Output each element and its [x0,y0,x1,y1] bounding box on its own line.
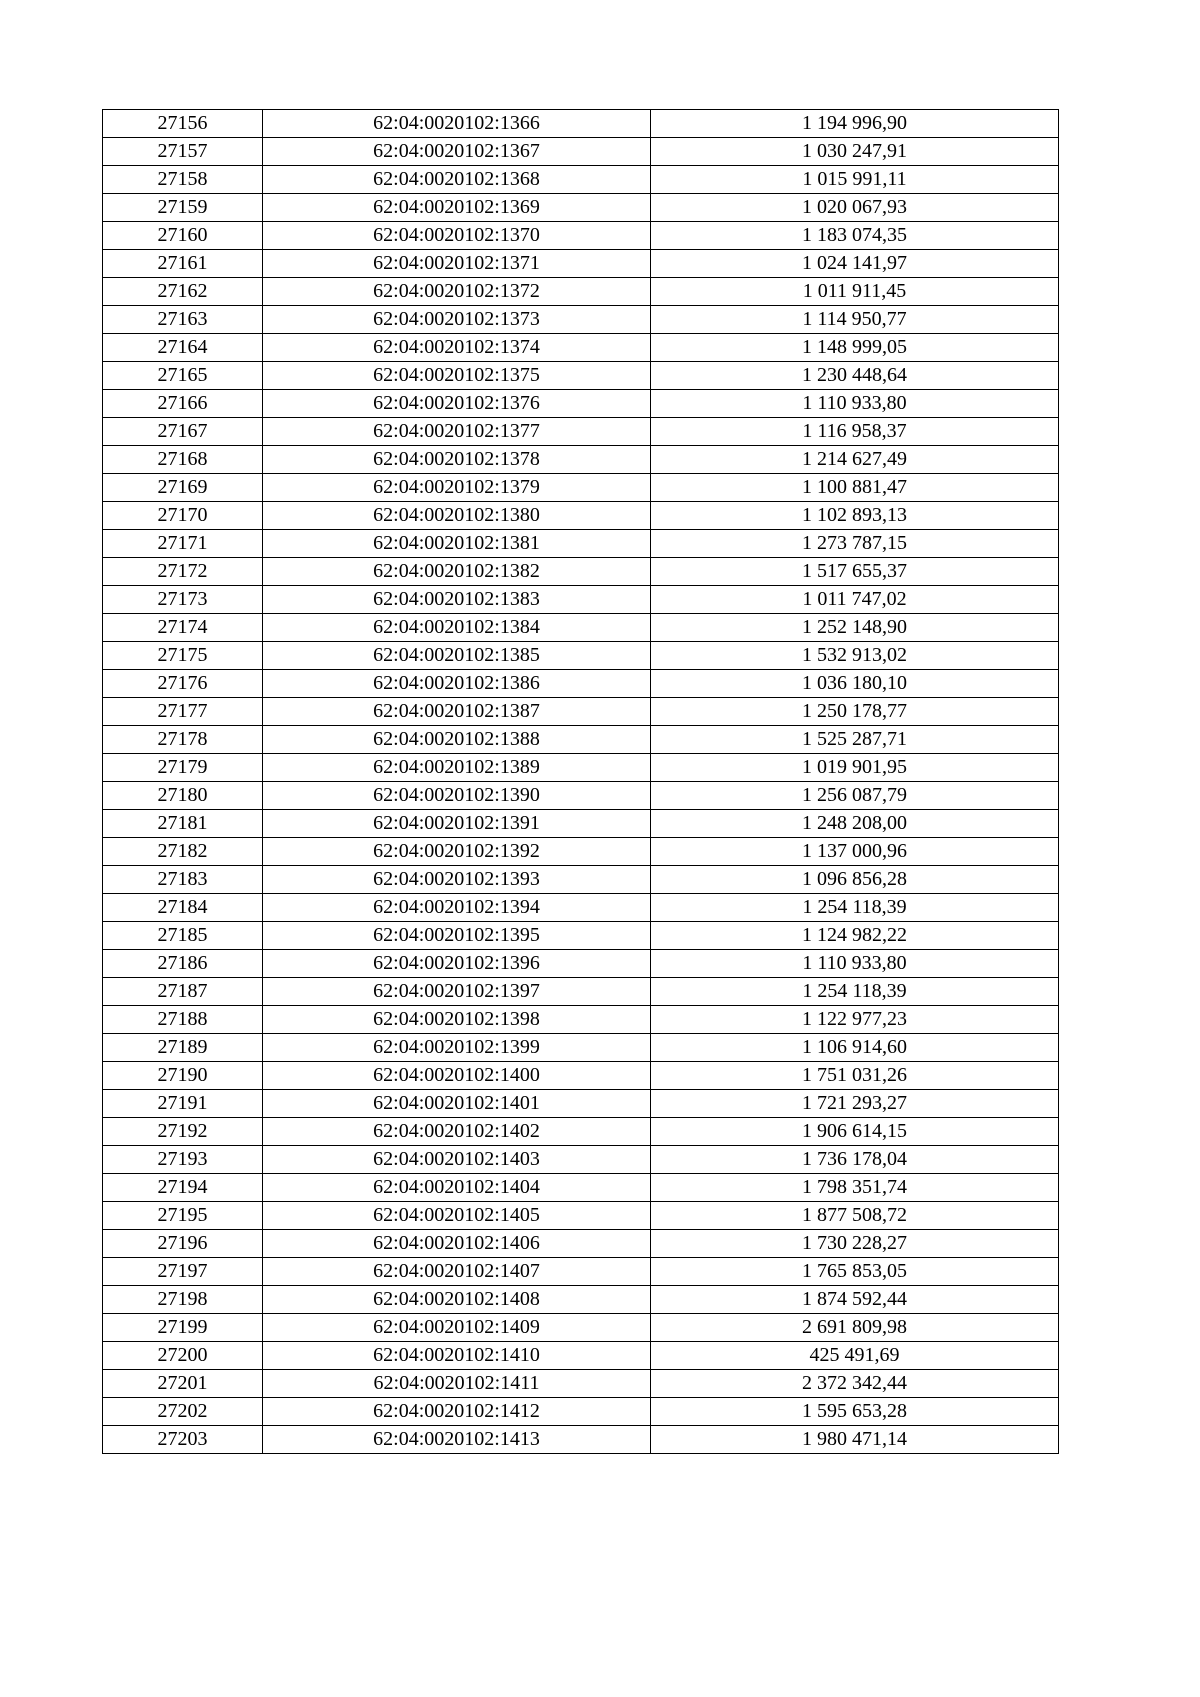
cadastral-number-cell: 62:04:0020102:1402 [263,1118,651,1146]
cadastral-number-cell: 62:04:0020102:1366 [263,110,651,138]
table-row [103,922,1059,950]
table-row [103,1398,1059,1426]
value-cell: 1 906 614,15 [651,1118,1059,1146]
value-cell: 1 011 911,45 [651,278,1059,306]
row-number-cell: 27158 [103,166,263,194]
cadastral-number-cell: 62:04:0020102:1394 [263,894,651,922]
row-number-cell: 27168 [103,446,263,474]
cadastral-number-cell: 62:04:0020102:1400 [263,1062,651,1090]
row-number-cell: 27203 [103,1426,263,1454]
table-body [103,110,1059,1454]
table-row [103,250,1059,278]
cadastral-number-cell: 62:04:0020102:1392 [263,838,651,866]
row-number-cell: 27174 [103,614,263,642]
table-row [103,558,1059,586]
value-cell: 1 230 448,64 [651,362,1059,390]
valuation-table [102,109,1059,1454]
value-cell: 1 110 933,80 [651,390,1059,418]
value-cell: 1 751 031,26 [651,1062,1059,1090]
table-row [103,278,1059,306]
value-cell: 1 148 999,05 [651,334,1059,362]
row-number-cell: 27193 [103,1146,263,1174]
row-number-cell: 27195 [103,1202,263,1230]
cadastral-number-cell: 62:04:0020102:1377 [263,418,651,446]
cadastral-number-cell: 62:04:0020102:1376 [263,390,651,418]
table-row [103,1006,1059,1034]
row-number-cell: 27188 [103,1006,263,1034]
value-cell: 1 030 247,91 [651,138,1059,166]
row-number-cell: 27183 [103,866,263,894]
row-number-cell: 27159 [103,194,263,222]
table-row [103,894,1059,922]
row-number-cell: 27191 [103,1090,263,1118]
cadastral-number-cell: 62:04:0020102:1368 [263,166,651,194]
row-number-cell: 27181 [103,810,263,838]
value-cell: 1 124 982,22 [651,922,1059,950]
cadastral-number-cell: 62:04:0020102:1395 [263,922,651,950]
table-row [103,1230,1059,1258]
value-cell: 1 980 471,14 [651,1426,1059,1454]
cadastral-number-cell: 62:04:0020102:1372 [263,278,651,306]
cadastral-number-cell: 62:04:0020102:1398 [263,1006,651,1034]
row-number-cell: 27157 [103,138,263,166]
table-row [103,1090,1059,1118]
value-cell: 1 019 901,95 [651,754,1059,782]
table-row [103,474,1059,502]
row-number-cell: 27198 [103,1286,263,1314]
value-cell: 1 765 853,05 [651,1258,1059,1286]
cadastral-number-cell: 62:04:0020102:1399 [263,1034,651,1062]
cadastral-number-cell: 62:04:0020102:1403 [263,1146,651,1174]
table-row [103,1286,1059,1314]
table-row [103,222,1059,250]
row-number-cell: 27190 [103,1062,263,1090]
table-row [103,166,1059,194]
table-row [103,1062,1059,1090]
row-number-cell: 27164 [103,334,263,362]
value-cell: 2 691 809,98 [651,1314,1059,1342]
table-row [103,390,1059,418]
table-row [103,698,1059,726]
cadastral-number-cell: 62:04:0020102:1375 [263,362,651,390]
row-number-cell: 27186 [103,950,263,978]
value-cell: 1 183 074,35 [651,222,1059,250]
table-row [103,670,1059,698]
row-number-cell: 27180 [103,782,263,810]
cadastral-number-cell: 62:04:0020102:1371 [263,250,651,278]
table-row [103,726,1059,754]
value-cell: 1 254 118,39 [651,978,1059,1006]
table-row [103,1202,1059,1230]
value-cell: 2 372 342,44 [651,1370,1059,1398]
table-row [103,446,1059,474]
table-row [103,1118,1059,1146]
value-cell: 1 024 141,97 [651,250,1059,278]
value-cell: 1 114 950,77 [651,306,1059,334]
row-number-cell: 27187 [103,978,263,1006]
cadastral-number-cell: 62:04:0020102:1391 [263,810,651,838]
row-number-cell: 27179 [103,754,263,782]
row-number-cell: 27163 [103,306,263,334]
value-cell: 1 721 293,27 [651,1090,1059,1118]
row-number-cell: 27169 [103,474,263,502]
cadastral-number-cell: 62:04:0020102:1404 [263,1174,651,1202]
table-row [103,138,1059,166]
row-number-cell: 27184 [103,894,263,922]
cadastral-number-cell: 62:04:0020102:1407 [263,1258,651,1286]
value-cell: 1 256 087,79 [651,782,1059,810]
row-number-cell: 27172 [103,558,263,586]
table-row [103,642,1059,670]
row-number-cell: 27176 [103,670,263,698]
value-cell: 1 106 914,60 [651,1034,1059,1062]
value-cell: 1 102 893,13 [651,502,1059,530]
table-row [103,502,1059,530]
value-cell: 1 116 958,37 [651,418,1059,446]
row-number-cell: 27178 [103,726,263,754]
cadastral-number-cell: 62:04:0020102:1381 [263,530,651,558]
table-row [103,754,1059,782]
row-number-cell: 27167 [103,418,263,446]
cadastral-number-cell: 62:04:0020102:1374 [263,334,651,362]
value-cell: 1 525 287,71 [651,726,1059,754]
cadastral-number-cell: 62:04:0020102:1405 [263,1202,651,1230]
table-row [103,810,1059,838]
cadastral-number-cell: 62:04:0020102:1369 [263,194,651,222]
cadastral-number-cell: 62:04:0020102:1382 [263,558,651,586]
value-cell: 1 137 000,96 [651,838,1059,866]
row-number-cell: 27202 [103,1398,263,1426]
table-row [103,1146,1059,1174]
cadastral-number-cell: 62:04:0020102:1378 [263,446,651,474]
table-row [103,334,1059,362]
value-cell: 1 096 856,28 [651,866,1059,894]
row-number-cell: 27166 [103,390,263,418]
row-number-cell: 27173 [103,586,263,614]
value-cell: 1 011 747,02 [651,586,1059,614]
value-cell: 1 214 627,49 [651,446,1059,474]
cadastral-number-cell: 62:04:0020102:1393 [263,866,651,894]
value-cell: 1 036 180,10 [651,670,1059,698]
cadastral-number-cell: 62:04:0020102:1408 [263,1286,651,1314]
row-number-cell: 27192 [103,1118,263,1146]
cadastral-number-cell: 62:04:0020102:1386 [263,670,651,698]
table-row [103,1426,1059,1454]
value-cell: 1 798 351,74 [651,1174,1059,1202]
value-cell: 1 110 933,80 [651,950,1059,978]
row-number-cell: 27185 [103,922,263,950]
value-cell: 1 194 996,90 [651,110,1059,138]
table-row [103,1314,1059,1342]
cadastral-number-cell: 62:04:0020102:1396 [263,950,651,978]
value-cell: 1 517 655,37 [651,558,1059,586]
cadastral-number-cell: 62:04:0020102:1379 [263,474,651,502]
cadastral-number-cell: 62:04:0020102:1406 [263,1230,651,1258]
table-row [103,530,1059,558]
cadastral-number-cell: 62:04:0020102:1389 [263,754,651,782]
table-row [103,950,1059,978]
value-cell: 1 730 228,27 [651,1230,1059,1258]
cadastral-number-cell: 62:04:0020102:1367 [263,138,651,166]
value-cell: 1 248 208,00 [651,810,1059,838]
table-row [103,1174,1059,1202]
cadastral-number-cell: 62:04:0020102:1383 [263,586,651,614]
row-number-cell: 27171 [103,530,263,558]
value-cell: 1 122 977,23 [651,1006,1059,1034]
value-cell: 1 252 148,90 [651,614,1059,642]
cadastral-number-cell: 62:04:0020102:1370 [263,222,651,250]
table-row [103,1258,1059,1286]
table-row [103,362,1059,390]
cadastral-number-cell: 62:04:0020102:1385 [263,642,651,670]
cadastral-number-cell: 62:04:0020102:1387 [263,698,651,726]
row-number-cell: 27182 [103,838,263,866]
value-cell: 1 736 178,04 [651,1146,1059,1174]
cadastral-number-cell: 62:04:0020102:1380 [263,502,651,530]
value-cell: 1 877 508,72 [651,1202,1059,1230]
table-row [103,586,1059,614]
cadastral-number-cell: 62:04:0020102:1388 [263,726,651,754]
row-number-cell: 27196 [103,1230,263,1258]
cadastral-number-cell: 62:04:0020102:1412 [263,1398,651,1426]
row-number-cell: 27194 [103,1174,263,1202]
table-row [103,782,1059,810]
cadastral-number-cell: 62:04:0020102:1410 [263,1342,651,1370]
value-cell: 1 273 787,15 [651,530,1059,558]
row-number-cell: 27170 [103,502,263,530]
row-number-cell: 27189 [103,1034,263,1062]
value-cell: 1 254 118,39 [651,894,1059,922]
table-row [103,978,1059,1006]
row-number-cell: 27160 [103,222,263,250]
row-number-cell: 27200 [103,1342,263,1370]
table-row [103,418,1059,446]
value-cell: 1 020 067,93 [651,194,1059,222]
table-row [103,614,1059,642]
row-number-cell: 27197 [103,1258,263,1286]
value-cell: 1 874 592,44 [651,1286,1059,1314]
cadastral-number-cell: 62:04:0020102:1373 [263,306,651,334]
cadastral-number-cell: 62:04:0020102:1390 [263,782,651,810]
table-row [103,306,1059,334]
value-cell: 1 100 881,47 [651,474,1059,502]
table-row [103,838,1059,866]
cadastral-number-cell: 62:04:0020102:1411 [263,1370,651,1398]
row-number-cell: 27177 [103,698,263,726]
table-row [103,194,1059,222]
value-cell: 1 250 178,77 [651,698,1059,726]
value-cell: 1 595 653,28 [651,1398,1059,1426]
cadastral-number-cell: 62:04:0020102:1409 [263,1314,651,1342]
table-row [103,1034,1059,1062]
value-cell: 1 015 991,11 [651,166,1059,194]
table-row [103,1370,1059,1398]
value-cell: 425 491,69 [651,1342,1059,1370]
value-cell: 1 532 913,02 [651,642,1059,670]
row-number-cell: 27165 [103,362,263,390]
table-row [103,866,1059,894]
row-number-cell: 27162 [103,278,263,306]
row-number-cell: 27201 [103,1370,263,1398]
cadastral-number-cell: 62:04:0020102:1401 [263,1090,651,1118]
cadastral-number-cell: 62:04:0020102:1384 [263,614,651,642]
row-number-cell: 27161 [103,250,263,278]
row-number-cell: 27199 [103,1314,263,1342]
cadastral-number-cell: 62:04:0020102:1397 [263,978,651,1006]
row-number-cell: 27175 [103,642,263,670]
row-number-cell: 27156 [103,110,263,138]
cadastral-number-cell: 62:04:0020102:1413 [263,1426,651,1454]
table-row [103,110,1059,138]
table-row [103,1342,1059,1370]
